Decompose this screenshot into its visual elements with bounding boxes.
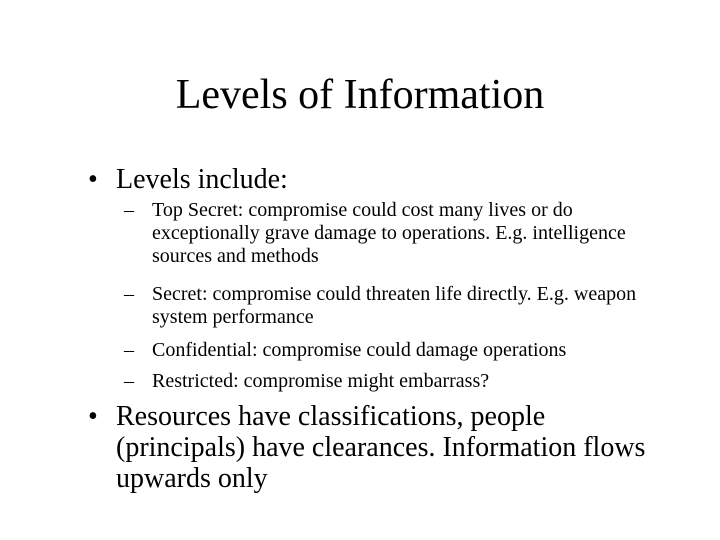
bullet-marker: • xyxy=(88,401,98,432)
bullet-text: Resources have classifications, people (principals) have clearances. Information flows upwards only xyxy=(116,401,646,494)
slide-title: Levels of Information xyxy=(175,72,545,118)
sub-bullet-marker: – xyxy=(124,283,134,305)
bullet-text: Levels include: xyxy=(116,164,288,195)
sub-bullet-text: Secret: compromise could threaten life directly. E.g. weapon system performance xyxy=(152,283,637,328)
sub-bullet-marker: – xyxy=(124,370,134,392)
sub-bullet-marker: – xyxy=(124,339,134,361)
sub-bullet-marker: – xyxy=(124,199,134,221)
sub-bullet-text: Confidential: compromise could damage operations xyxy=(152,339,567,361)
sub-bullet-text: Restricted: compromise might embarrass? xyxy=(152,370,490,392)
bullet-marker: • xyxy=(88,164,98,195)
sub-bullet-text: Top Secret: compromise could cost many lives or do exceptionally grave damage to operations. E.g. intelligence sources and methods xyxy=(152,199,626,267)
